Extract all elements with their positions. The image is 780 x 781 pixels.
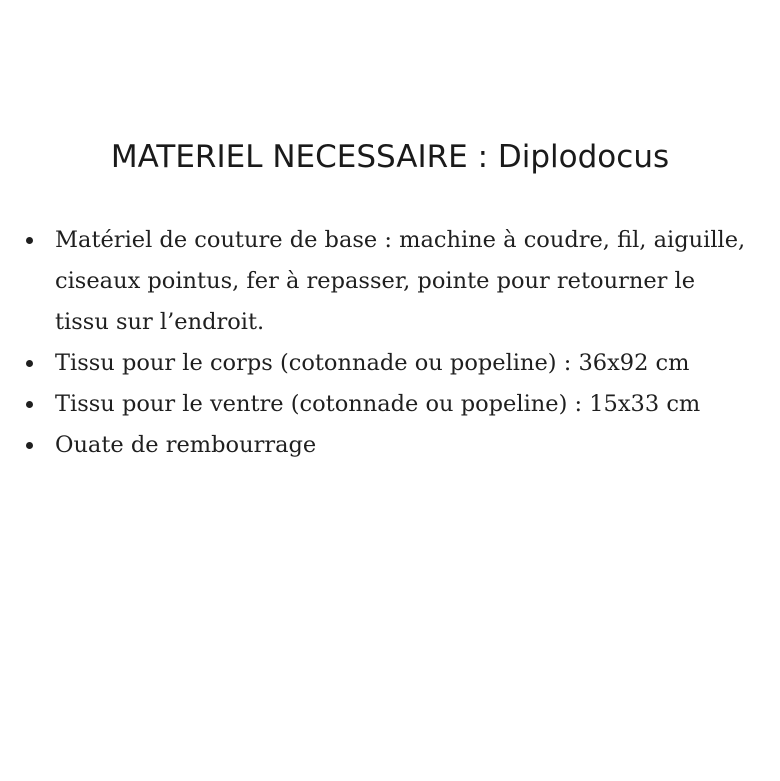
list-item-line: Matériel de couture de base : machine à coudre, fil, aiguille, (55, 227, 746, 253)
list-item-line: Tissu pour le ventre (cotonnade ou popeline) : 15x33 cm (55, 391, 701, 417)
bullet-icon (26, 360, 33, 367)
list-item (0, 343, 780, 384)
list-item-text (55, 425, 778, 466)
list-item-text (55, 220, 778, 343)
list-item-line: ciseaux pointus, fer à repasser, pointe pour retourner le (55, 268, 696, 294)
page-title: MATERIEL NECESSAIRE : Diplodocus (110, 138, 670, 175)
list-item-line: Ouate de rembourrage (55, 432, 317, 458)
bullet-icon (26, 401, 33, 408)
list-item (0, 425, 780, 466)
list-item-line: tissu sur l’endroit. (55, 309, 265, 335)
list-item-text (55, 343, 778, 384)
list-item-text (55, 384, 778, 425)
list-item (0, 384, 780, 425)
list-item (0, 220, 780, 343)
bullet-icon (26, 237, 33, 244)
list-item-line: Tissu pour le corps (cotonnade ou popeline) : 36x92 cm (55, 350, 690, 376)
bullet-icon (26, 442, 33, 449)
materials-list (0, 220, 780, 466)
